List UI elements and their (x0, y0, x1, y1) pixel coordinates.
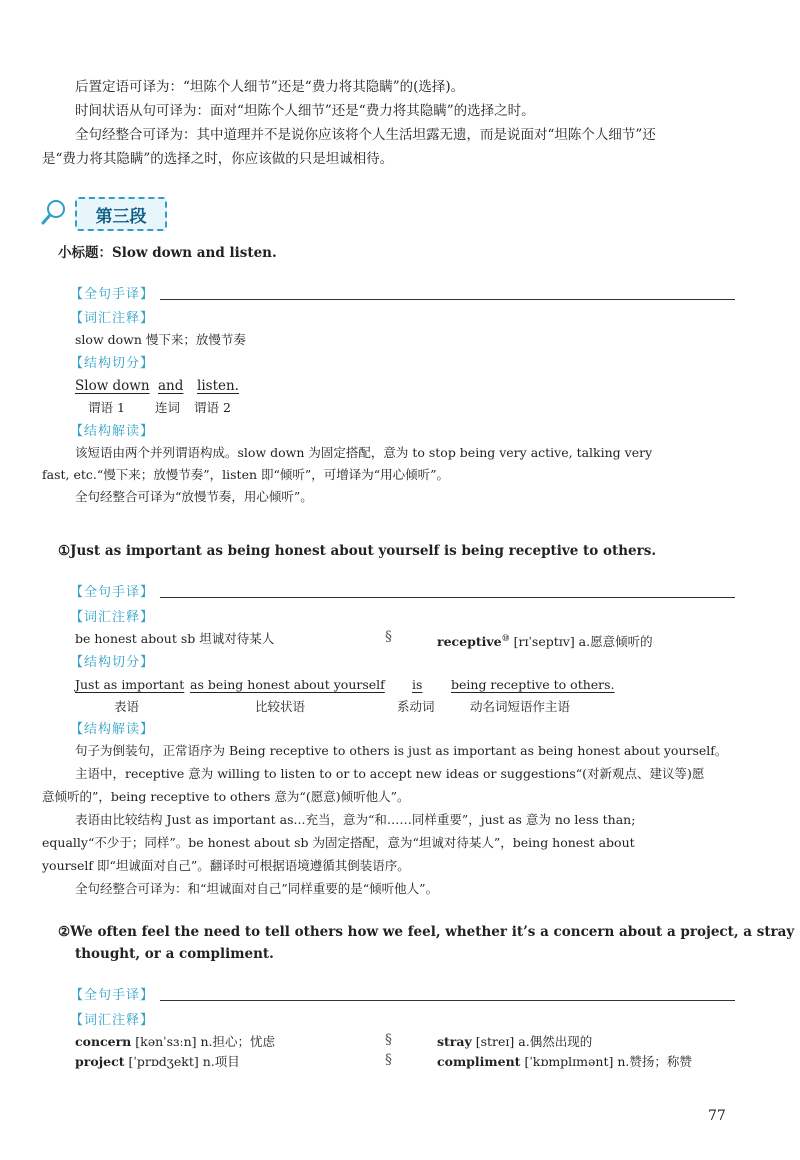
tag-vocab: 【词汇注释】 (70, 1013, 155, 1028)
section-title: 第三段 (95, 207, 147, 227)
struct-label: 谓语 2 (194, 400, 231, 415)
sentence-2b: thought, or a compliment. (75, 946, 274, 962)
struct-word: Just as important (75, 677, 185, 692)
analysis-text: 意倾听的”，being receptive to others 意为“(愿意)倾听他人”。 (42, 789, 410, 804)
scroll-divider-icon: § (385, 629, 392, 645)
tag-translate: 【全句手译】 (70, 988, 155, 1003)
page-number: 77 (708, 1108, 726, 1124)
tag-analysis: 【结构解读】 (70, 424, 155, 439)
sentence-2a: ②We often feel the need to tell others how we feel, whether it’s a concern about a project, a stray (58, 924, 795, 940)
vocab-definition: [ˈprɒdʒekt] n.项目 (124, 1054, 240, 1069)
analysis-text: 全句经整合可译为“放慢节奏，用心倾听”。 (75, 489, 313, 504)
magnifier-icon (40, 198, 68, 226)
struct-label: 系动词 (397, 699, 435, 714)
analysis-text: 全句经整合可译为：和“坦诚面对自己”同样重要的是“倾听他人”。 (75, 881, 439, 896)
sentence-1: ①Just as important as being honest about yourself is being receptive to others. (58, 543, 657, 559)
vocab-word: compliment (437, 1054, 521, 1069)
scroll-divider-icon: § (385, 1032, 392, 1048)
vocab-entry (437, 1052, 692, 1072)
vocab-entry (437, 1032, 592, 1052)
vocab-definition: [rɪˈseptɪv] a.愿意倾听的 (509, 634, 653, 650)
analysis-text: yourself 即“坦诚面对自己”。翻译时可根据语境遵循其倒装语序。 (42, 858, 410, 873)
vocab-entry: slow down 慢下来；放慢节奏 (75, 332, 246, 347)
footnote-mark: ⑩ (501, 634, 510, 644)
vocab-entry (75, 1032, 275, 1052)
struct-word: Slow down (75, 378, 150, 394)
struct-label: 连词 (155, 400, 181, 415)
analysis-text: equally“不少于；同样”。be honest about sb 为固定搭配，意为“坦诚对待某人”，being honest about (42, 835, 635, 850)
tag-analysis: 【结构解读】 (70, 722, 155, 737)
struct-word: being receptive to others. (451, 677, 615, 692)
vocab-word: concern (75, 1034, 132, 1049)
struct-label: 动名词短语作主语 (470, 699, 571, 714)
vocab-word: stray (437, 1034, 472, 1049)
answer-line (160, 1000, 735, 1001)
analysis-text: 表语由比较结构 Just as important as...充当，意为“和……同样重要”，just as 意为 no less than; (75, 812, 636, 827)
tag-translate: 【全句手译】 (70, 287, 155, 302)
analysis-text: 句子为倒装句，正常语序为 Being receptive to others is just as important as being honest about yourself。 (75, 743, 728, 758)
tag-struct: 【结构切分】 (70, 356, 155, 371)
vocab-definition: [streɪ] a.偶然出现的 (471, 1034, 593, 1049)
analysis-text: 主语中，receptive 意为 willing to listen to or to accept new ideas or suggestions“(对新观点、建议等)愿 (75, 766, 705, 781)
section-header (75, 197, 167, 231)
vocab-definition: [ˈkɒmplɪmənt] n.赞扬；称赞 (520, 1054, 692, 1069)
vocab-definition: [kənˈsɜːn] n.担心；忧虑 (131, 1034, 276, 1049)
subtitle: 小标题：Slow down and listen. (58, 245, 277, 261)
vocab-word: receptive (437, 634, 502, 650)
tag-vocab: 【词汇注释】 (70, 610, 155, 625)
analysis-text: fast, etc.“慢下来；放慢节奏”，listen 即“倾听”，可增译为“用心倾听”。 (42, 467, 450, 482)
answer-line (160, 597, 735, 598)
struct-word: and (158, 378, 184, 394)
intro-line-2: 时间状语从句可译为：面对“坦陈个人细节”还是“费力将其隐瞒”的选择之时。 (75, 103, 535, 119)
tag-vocab: 【词汇注释】 (70, 311, 155, 326)
intro-line-3b: 是“费力将其隐瞒”的选择之时，你应该做的只是坦诚相待。 (42, 151, 394, 167)
vocab-entry (75, 1052, 240, 1072)
scroll-divider-icon: § (385, 1052, 392, 1068)
struct-label: 谓语 1 (88, 400, 125, 415)
struct-label: 比较状语 (255, 699, 306, 714)
vocab-entry (437, 629, 653, 652)
tag-translate: 【全句手译】 (70, 585, 155, 600)
struct-word: listen. (197, 378, 239, 394)
vocab-entry: be honest about sb 坦诚对待某人 (75, 631, 275, 646)
struct-word: is (412, 677, 423, 692)
analysis-text: 该短语由两个并列谓语构成。slow down 为固定搭配，意为 to stop being very active, talking very (75, 445, 653, 460)
struct-word: as being honest about yourself (190, 677, 385, 692)
intro-line-3a: 全句经整合可译为：其中道理并不是说你应该将个人生活坦露无遗，而是说面对“坦陈个人细节”还 (75, 127, 656, 143)
tag-struct: 【结构切分】 (70, 655, 155, 670)
struct-label: 表语 (114, 699, 140, 714)
answer-line (160, 299, 735, 300)
vocab-word: project (75, 1054, 125, 1069)
intro-line-1: 后置定语可译为：“坦陈个人细节”还是“费力将其隐瞒”的(选择)。 (75, 79, 465, 95)
